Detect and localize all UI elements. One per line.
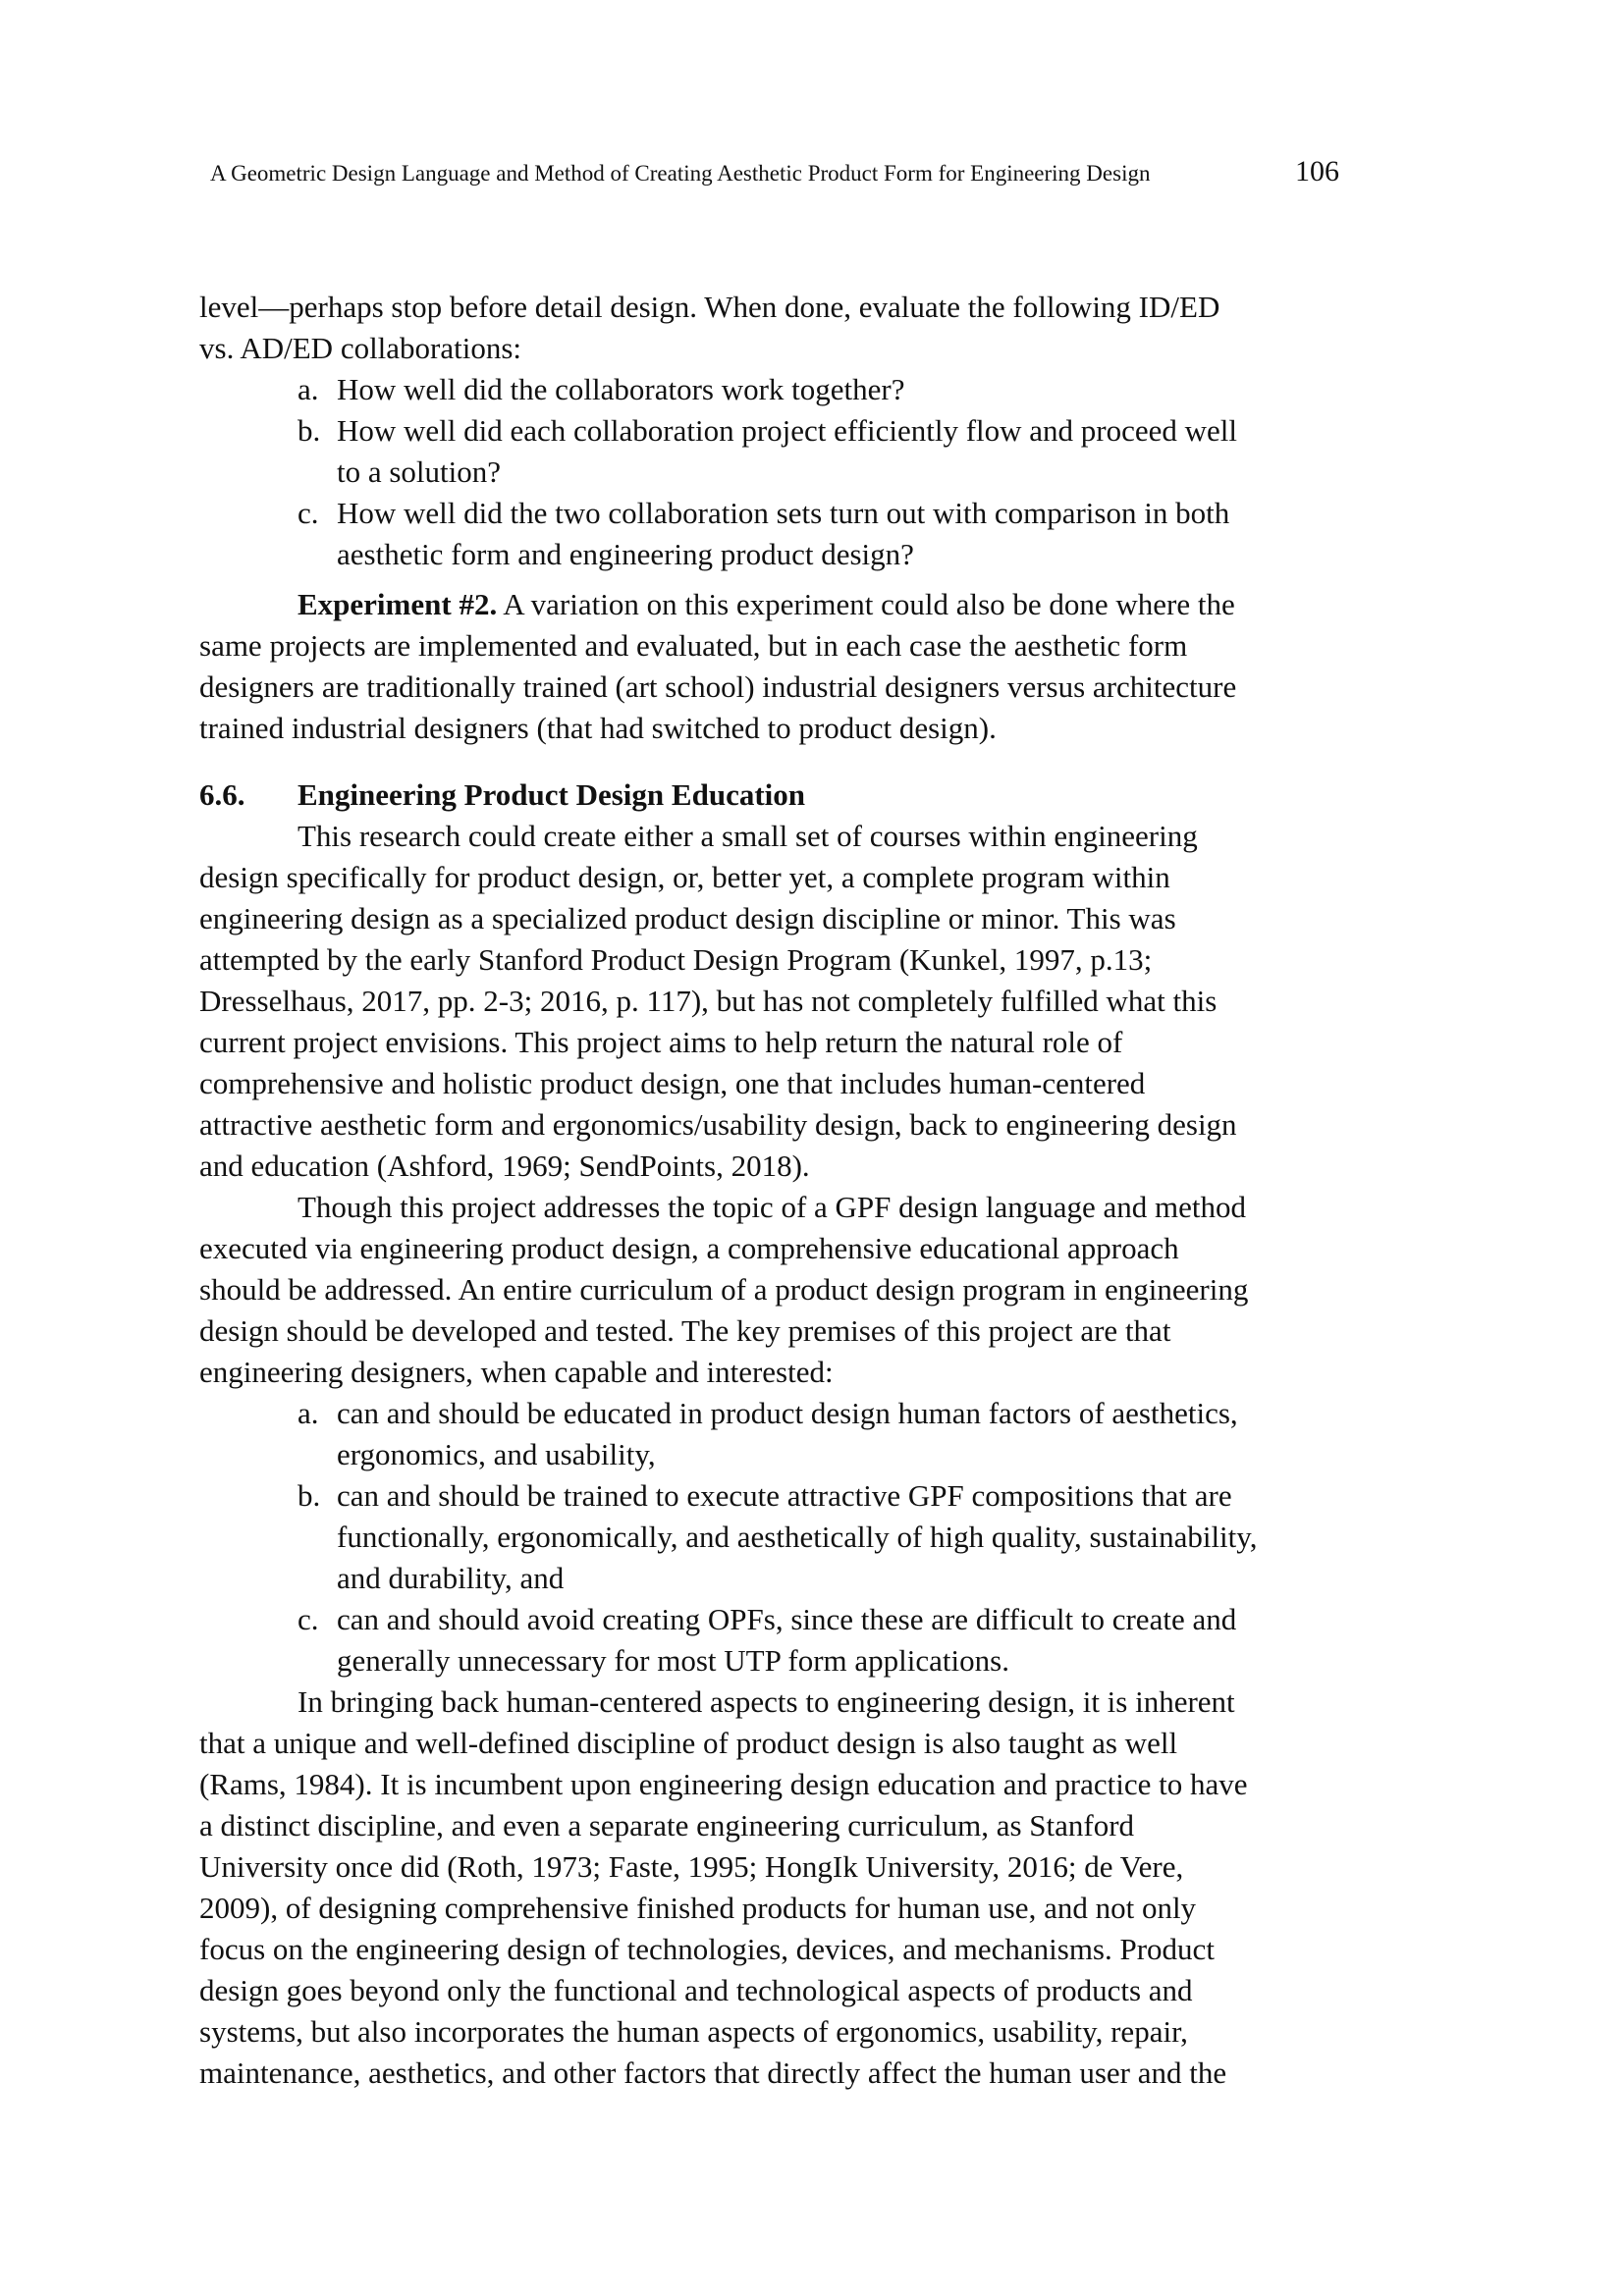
list-item-continuation	[199, 1434, 1343, 1475]
text-line: and durability, and	[337, 1561, 565, 1595]
list-marker: b.	[298, 1478, 321, 1513]
paragraph-research	[199, 816, 1343, 1187]
text-line: to a solution?	[337, 454, 502, 489]
text-line: level—perhaps stop before detail design. When done, evaluate the following ID/ED	[199, 290, 1220, 324]
list-marker: c.	[298, 1602, 319, 1636]
text-line: University once did (Roth, 1973; Faste, 1995; HongIk University, 2016; de Vere,	[199, 1849, 1184, 1884]
list-item-continuation	[199, 534, 1343, 575]
text-line: trained industrial designers (that had switched to product design).	[199, 711, 997, 745]
list-marker: c.	[298, 496, 319, 530]
text-line: (Rams, 1984). It is incumbent upon engineering design education and practice to have	[199, 1767, 1248, 1801]
text-line: How well did the collaborators work together?	[337, 372, 905, 406]
text-line: can and should be educated in product design human factors of aesthetics,	[337, 1396, 1238, 1430]
text-line: systems, but also incorporates the human aspects of ergonomics, usability, repair,	[199, 2014, 1188, 2049]
text-line: In bringing back human-centered aspects to engineering design, it is inherent	[298, 1684, 1235, 1719]
evaluation-list	[199, 369, 1343, 575]
text-line: design goes beyond only the functional and technological aspects of products and	[199, 1973, 1193, 2007]
text-line: attractive aesthetic form and ergonomics/usability design, back to engineering design	[199, 1107, 1237, 1142]
text-line: ergonomics, and usability,	[337, 1437, 656, 1471]
list-item-continuation	[199, 1640, 1343, 1682]
text-line: Though this project addresses the topic of a GPF design language and method	[298, 1190, 1246, 1224]
page-body	[199, 287, 1343, 2094]
text-line: designers are traditionally trained (art school) industrial designers versus architecture	[199, 669, 1237, 704]
header-title: A Geometric Design Language and Method of Creating Aesthetic Product Form for Engineering Design	[210, 161, 1151, 186]
premises-list	[199, 1393, 1343, 1682]
text-run: A variation on this experiment could also be done where the	[497, 587, 1235, 621]
text-line: engineering designers, when capable and interested:	[199, 1355, 834, 1389]
text-line: How well did each collaboration project efficiently flow and proceed well	[337, 413, 1238, 448]
text-line: engineering design as a specialized product design discipline or minor. This was	[199, 901, 1176, 935]
text-line: comprehensive and holistic product design, one that includes human-centered	[199, 1066, 1146, 1100]
list-item	[199, 1599, 1343, 1640]
paragraph-experiment-2	[199, 584, 1343, 749]
text-line	[199, 584, 1343, 625]
paragraph-human-centered	[199, 1682, 1343, 2094]
text-line: same projects are implemented and evaluated, but in each case the aesthetic form	[199, 628, 1188, 663]
paragraph-curriculum	[199, 1187, 1343, 1393]
text-line: aesthetic form and engineering product design?	[337, 537, 914, 571]
list-item-continuation	[199, 1558, 1343, 1599]
text-line: should be addressed. An entire curriculum of a product design program in engineering	[199, 1272, 1249, 1307]
text-line: focus on the engineering design of technologies, devices, and mechanisms. Product	[199, 1932, 1215, 1966]
text-line: maintenance, aesthetics, and other factors that directly affect the human user and the	[199, 2056, 1227, 2090]
section-number: 6.6.	[199, 777, 245, 812]
text-line: functionally, ergonomically, and aesthetically of high quality, sustainability,	[337, 1520, 1258, 1554]
text-line: current project envisions. This project aims to help return the natural role of	[199, 1025, 1123, 1059]
list-marker: b.	[298, 413, 321, 448]
list-item	[199, 1393, 1343, 1434]
text-line: vs. AD/ED collaborations:	[199, 331, 522, 365]
paragraph-intro	[199, 287, 1343, 369]
text-line: design specifically for product design, or, better yet, a complete program within	[199, 860, 1170, 894]
text-line: can and should be trained to execute attractive GPF compositions that are	[337, 1478, 1232, 1513]
text-line: generally unnecessary for most UTP form applications.	[337, 1643, 1009, 1678]
text-line: design should be developed and tested. The key premises of this project are that	[199, 1313, 1171, 1348]
list-marker: a.	[298, 372, 319, 406]
list-item	[199, 1475, 1343, 1517]
list-item	[199, 369, 1343, 410]
list-item-continuation	[199, 1517, 1343, 1558]
text-line: and education (Ashford, 1969; SendPoints, 2018).	[199, 1148, 810, 1183]
text-line: Dresselhaus, 2017, pp. 2-3; 2016, p. 117), but has not completely fulfilled what this	[199, 984, 1218, 1018]
text-line: How well did the two collaboration sets turn out with comparison in both	[337, 496, 1230, 530]
text-line: can and should avoid creating OPFs, since these are difficult to create and	[337, 1602, 1237, 1636]
page-number: 106	[1295, 155, 1339, 187]
text-line: that a unique and well-defined discipline of product design is also taught as well	[199, 1726, 1178, 1760]
text-line: a distinct discipline, and even a separate engineering curriculum, as Stanford	[199, 1808, 1135, 1842]
text-line: 2009), of designing comprehensive finished products for human use, and not only	[199, 1891, 1197, 1925]
list-marker: a.	[298, 1396, 319, 1430]
experiment-label: Experiment #2.	[298, 587, 498, 621]
section-heading	[199, 774, 1343, 816]
list-item-continuation	[199, 452, 1343, 493]
text-line: This research could create either a small set of courses within engineering	[298, 819, 1198, 853]
text-line: attempted by the early Stanford Product Design Program (Kunkel, 1997, p.13;	[199, 942, 1153, 977]
text-line: executed via engineering product design, a comprehensive educational approach	[199, 1231, 1179, 1265]
section-title: Engineering Product Design Education	[298, 777, 806, 812]
running-header	[210, 155, 1339, 194]
list-item	[199, 493, 1343, 534]
list-item	[199, 410, 1343, 452]
